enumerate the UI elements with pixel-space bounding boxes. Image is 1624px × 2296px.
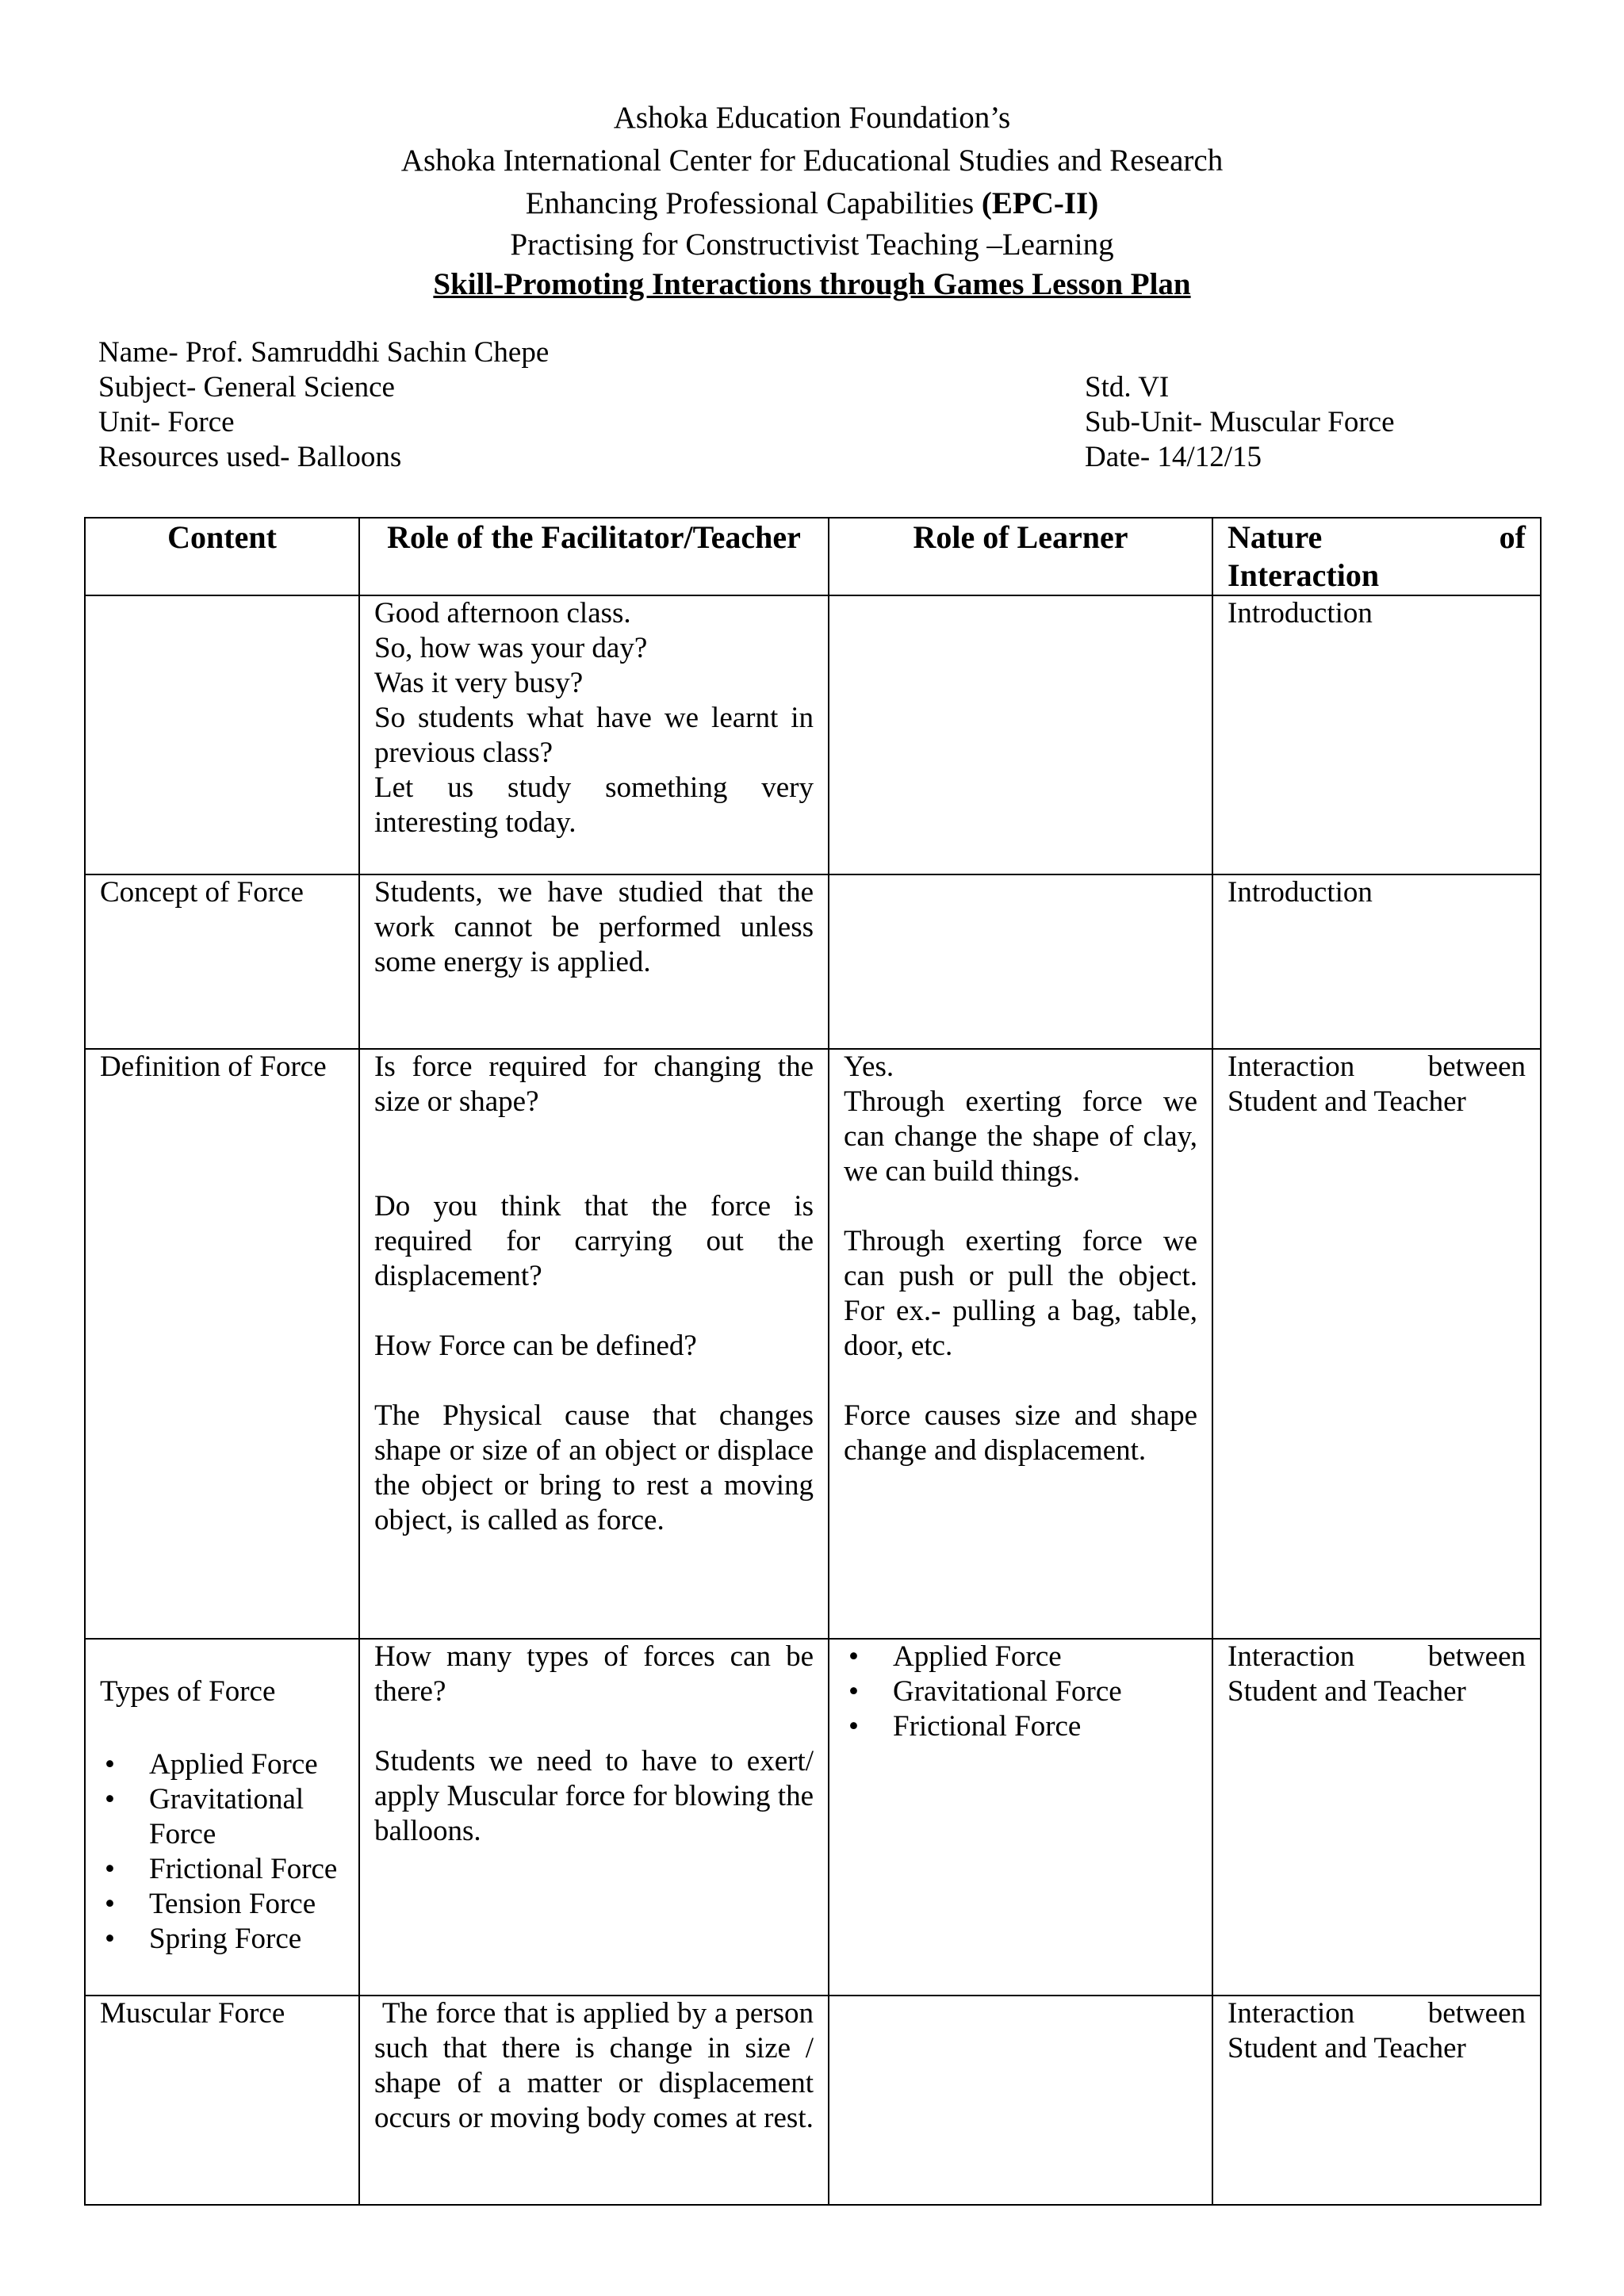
meta-unit: Unit- Force — [98, 406, 235, 438]
table-row — [85, 874, 1541, 1049]
list-item: • Gravitational Force — [844, 1674, 1197, 1709]
table-row — [85, 1639, 1541, 1996]
lesson-meta — [98, 335, 1510, 475]
list-item: • Frictional Force — [100, 1852, 344, 1887]
list-item: • Spring Force — [100, 1922, 344, 1957]
row1-learner — [829, 595, 1212, 874]
header-practice: Practising for Constructivist Teaching –Learning — [510, 228, 1114, 262]
header-learner: Role of Learner — [829, 518, 1212, 595]
row5-nature: Interaction between Student and Teacher — [1212, 1996, 1541, 2205]
row5-teacher: The force that is applied by a person such that there is change in size / shape of a matter or displacement occurs or moving body comes at rest. — [359, 1996, 829, 2205]
row1-content — [85, 595, 359, 874]
row4-teacher: How many types of forces can be there? Students we need to have to exert/ apply Muscular force for blowing the balloons. — [359, 1639, 829, 1996]
meta-sub-unit: Sub-Unit- Muscular Force — [1085, 406, 1395, 438]
row5-learner — [829, 1996, 1212, 2205]
list-item: • Applied Force — [100, 1747, 344, 1782]
header-nature: Nature of Interaction — [1212, 518, 1541, 595]
row2-teacher: Students, we have studied that the work cannot be performed unless some energy is applied. — [359, 874, 829, 1049]
row1-nature: Introduction — [1212, 595, 1541, 874]
document-title: Skill-Promoting Interactions through Games Lesson Plan — [433, 267, 1191, 301]
header-foundation: Ashoka Education Foundation’s — [613, 101, 1011, 135]
table-row — [85, 595, 1541, 874]
row3-learner: Yes. Through exerting force we can change the shape of clay, we can build things. Through exerting force we can push or pull the object. For ex.- pulling a bag, table, door, etc. Force causes size and shape change and displacement. — [829, 1049, 1212, 1639]
lesson-plan-table — [84, 517, 1542, 2206]
row2-learner — [829, 874, 1212, 1049]
list-item: • Applied Force — [844, 1640, 1197, 1674]
list-item: • Gravitational Force — [100, 1782, 344, 1852]
document-header — [0, 97, 1624, 304]
row5-content: Muscular Force — [85, 1996, 359, 2205]
row3-content: Definition of Force — [85, 1049, 359, 1639]
meta-std: Std. VI — [1085, 371, 1170, 404]
row3-teacher: Is force required for changing the size or shape? Do you think that the force is required for carrying out the displacement? How Force can be defined? The Physical cause that changes shape or size of an object or displace the object or bring to rest a moving object, is called as force. — [359, 1049, 829, 1639]
meta-date: Date- 14/12/15 — [1085, 441, 1262, 473]
list-item: • Tension Force — [100, 1887, 344, 1922]
header-center: Ashoka International Center for Educational Studies and Research — [400, 144, 1224, 178]
row4-learner — [829, 1639, 1212, 1996]
row4-content: Types of Force • Applied Force • Gravitational Force • Frictional Force • Tension Force • Spring Force — [85, 1639, 359, 1996]
row2-content: Concept of Force — [85, 874, 359, 1049]
row1-teacher: Good afternoon class. So, how was your day? Was it very busy? So students what have we learnt in previous class? Let us study something very interesting today. — [359, 595, 829, 874]
list-item: • Frictional Force — [844, 1709, 1197, 1744]
row3-nature: Interaction between Student and Teacher — [1212, 1049, 1541, 1639]
row2-nature: Introduction — [1212, 874, 1541, 1049]
row4-nature: Interaction between Student and Teacher — [1212, 1639, 1541, 1996]
table-row — [85, 1996, 1541, 2205]
table-row — [85, 1049, 1541, 1639]
header-program: Enhancing Professional Capabilities (EPC-II) — [525, 186, 1099, 220]
meta-name: Name- Prof. Samruddhi Sachin Chepe — [98, 336, 550, 369]
meta-subject: Subject- General Science — [98, 371, 395, 404]
header-content: Content — [85, 518, 359, 595]
meta-resources: Resources used- Balloons — [98, 441, 402, 473]
table-header-row — [85, 518, 1541, 595]
header-teacher: Role of the Facilitator/Teacher — [359, 518, 829, 595]
